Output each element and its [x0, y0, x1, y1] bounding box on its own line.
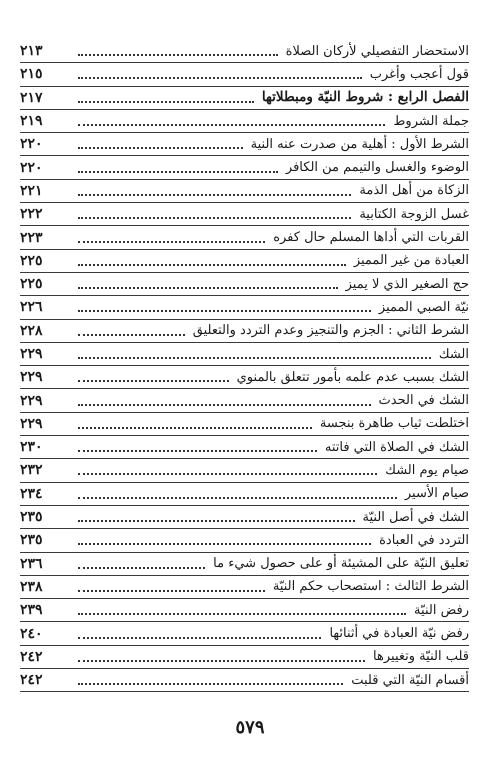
- dot-leader: [78, 54, 278, 56]
- toc-entry-page: ٢٢٨: [20, 322, 43, 339]
- toc-entry-page: ٢٤٠: [20, 625, 43, 642]
- toc-entry-page: ٢٢٩: [20, 392, 43, 409]
- toc-entry-page: ٢١٩: [20, 113, 43, 130]
- toc-entry-page: ٢٢٥: [20, 252, 43, 269]
- toc-entry-page: ٢٣٨: [20, 578, 43, 595]
- toc-entry-page: ٢٢٦: [20, 299, 43, 316]
- dot-leader: [78, 171, 278, 173]
- dot-leader: [78, 637, 321, 639]
- toc-entry-title: القربات التي أداها المسلم حال كفره: [273, 230, 469, 246]
- toc-entry: [20, 320, 469, 343]
- toc-entry-title: صيام الأسير: [404, 486, 469, 502]
- toc-entry-title: التردد في العبادة: [379, 532, 469, 548]
- table-of-contents: [20, 40, 469, 692]
- toc-entry-title: الشرط الثالث : استصحاب حكم النيّة: [272, 579, 469, 595]
- toc-entry: [20, 389, 469, 412]
- toc-entry-title: غسل الزوجة الكتابية: [359, 206, 469, 222]
- dot-leader: [78, 683, 343, 685]
- toc-entry-title: قلب النيّة وتغييرها: [373, 649, 469, 665]
- dot-leader: [78, 380, 229, 382]
- dot-leader: [78, 543, 371, 545]
- dot-leader: [78, 567, 205, 569]
- toc-entry: [20, 599, 469, 622]
- toc-entry-title: قول أعجب وأغرب: [369, 66, 469, 82]
- dot-leader: [78, 520, 355, 522]
- dot-leader: [78, 427, 312, 429]
- dot-leader: [78, 101, 254, 103]
- toc-entry-page: ٢٢٩: [20, 369, 43, 386]
- toc-entry-title: الشرط الثاني : الجزم والتنجيز وعدم التردد والتعليق: [192, 323, 469, 339]
- toc-entry: [20, 483, 469, 506]
- toc-entry: [20, 63, 469, 86]
- dot-leader: [78, 194, 351, 196]
- toc-entry-title: الشك: [438, 346, 469, 362]
- dot-leader: [78, 264, 346, 266]
- toc-entry-title: العبادة من غير المميز: [353, 253, 469, 269]
- toc-entry: [20, 506, 469, 529]
- toc-entry-title: أقسام النيّة التي قلبت: [351, 672, 469, 688]
- dot-leader: [78, 473, 377, 475]
- toc-entry: [20, 40, 469, 63]
- toc-entry-page: ٢٢٥: [20, 276, 43, 293]
- toc-entry-page: ٢٣٦: [20, 555, 43, 572]
- toc-entry: [20, 87, 469, 110]
- toc-entry-page: ٢٢٢: [20, 206, 43, 223]
- toc-entry: [20, 110, 469, 133]
- toc-entry-page: ٢٢١: [20, 182, 43, 199]
- dot-leader: [78, 217, 351, 219]
- toc-entry: [20, 273, 469, 296]
- toc-entry: [20, 436, 469, 459]
- toc-entry-title: الشك بسبب عدم علمه بأمور تتعلق بالمنوي: [236, 369, 469, 385]
- toc-entry-title: اختلطت ثياب طاهرة بنجسة: [319, 416, 469, 432]
- toc-entry-page: ٢١٣: [20, 43, 43, 60]
- dot-leader: [78, 590, 265, 592]
- dot-leader: [78, 310, 371, 312]
- toc-entry: [20, 669, 469, 692]
- toc-entry-title: الاستحضار التفصيلي لأركان الصلاة: [285, 43, 469, 59]
- page-number: ٥٧٩: [235, 717, 265, 738]
- toc-entry: [20, 576, 469, 599]
- toc-entry-title: رفض النيّة: [414, 602, 469, 618]
- toc-entry: [20, 553, 469, 576]
- toc-entry: [20, 459, 469, 482]
- toc-entry-title: حج الصغير الذي لا يميز: [345, 276, 469, 292]
- toc-entry-page: ٢٢٠: [20, 159, 43, 176]
- toc-entry: [20, 343, 469, 366]
- toc-entry-page: ٢٣٤: [20, 485, 43, 502]
- toc-entry-page: ٢٢٩: [20, 415, 43, 432]
- dot-leader: [78, 147, 243, 149]
- toc-entry-page: ٢٣٢: [20, 462, 43, 479]
- toc-entry-title: الشك في الصلاة التي فاتته: [324, 439, 469, 455]
- toc-entry-page: ٢٣٠: [20, 439, 43, 456]
- toc-entry-title: جملة الشروط: [393, 113, 469, 129]
- toc-entry-title: صيام يوم الشك: [385, 462, 469, 478]
- toc-entry-title: الشك في أصل النيّة: [362, 509, 469, 525]
- dot-leader: [78, 357, 431, 359]
- toc-entry: [20, 203, 469, 226]
- toc-entry: [20, 296, 469, 319]
- toc-entry: [20, 250, 469, 273]
- dot-leader: [78, 334, 185, 336]
- toc-entry: [20, 413, 469, 436]
- toc-entry-title: الشرط الأول : أهلية من صدرت عنه النية: [250, 136, 469, 152]
- dot-leader: [78, 241, 265, 243]
- dot-leader: [78, 613, 406, 615]
- dot-leader: [78, 404, 371, 406]
- dot-leader: [78, 77, 362, 79]
- toc-entry: [20, 180, 469, 203]
- dot-leader: [78, 124, 385, 126]
- toc-entry: [20, 529, 469, 552]
- toc-entry: [20, 226, 469, 249]
- toc-entry-title: الوضوء والغسل والتيمم من الكافر: [285, 160, 469, 176]
- toc-entry-title: الشك في الحدث: [378, 393, 469, 409]
- toc-entry-page: ٢٣٥: [20, 532, 43, 549]
- toc-entry-title: نيّة الصبي المميز: [378, 299, 469, 315]
- toc-entry-title: الفصل الرابع : شروط النيّة ومبطلاتها: [261, 88, 469, 105]
- toc-entry-page: ٢٤٢: [20, 672, 43, 689]
- toc-entry-page: ٢٤٢: [20, 648, 43, 665]
- toc-entry: [20, 133, 469, 156]
- toc-entry-page: ٢٣٩: [20, 602, 43, 619]
- toc-entry-page: ٢٢٣: [20, 229, 43, 246]
- toc-entry-page: ٢١٧: [20, 89, 43, 106]
- dot-leader: [78, 497, 397, 499]
- toc-entry-page: ٢٢٩: [20, 346, 43, 362]
- toc-entry-page: ٢٣٥: [20, 509, 43, 526]
- dot-leader: [78, 450, 317, 452]
- toc-entry: [20, 622, 469, 645]
- toc-entry-title: تعليق النيّة على المشيئة أو على حصول شيء ما: [213, 556, 469, 572]
- toc-entry-title: الزكاة من أهل الذمة: [359, 183, 469, 199]
- toc-entry-page: ٢٢٠: [20, 136, 43, 153]
- dot-leader: [78, 660, 365, 662]
- dot-leader: [78, 287, 338, 289]
- toc-entry: [20, 646, 469, 669]
- toc-entry-title: رفض نيّة العبادة في أثنائها: [329, 626, 469, 642]
- toc-entry: [20, 156, 469, 179]
- toc-entry-page: ٢١٥: [20, 66, 43, 83]
- toc-entry: [20, 366, 469, 389]
